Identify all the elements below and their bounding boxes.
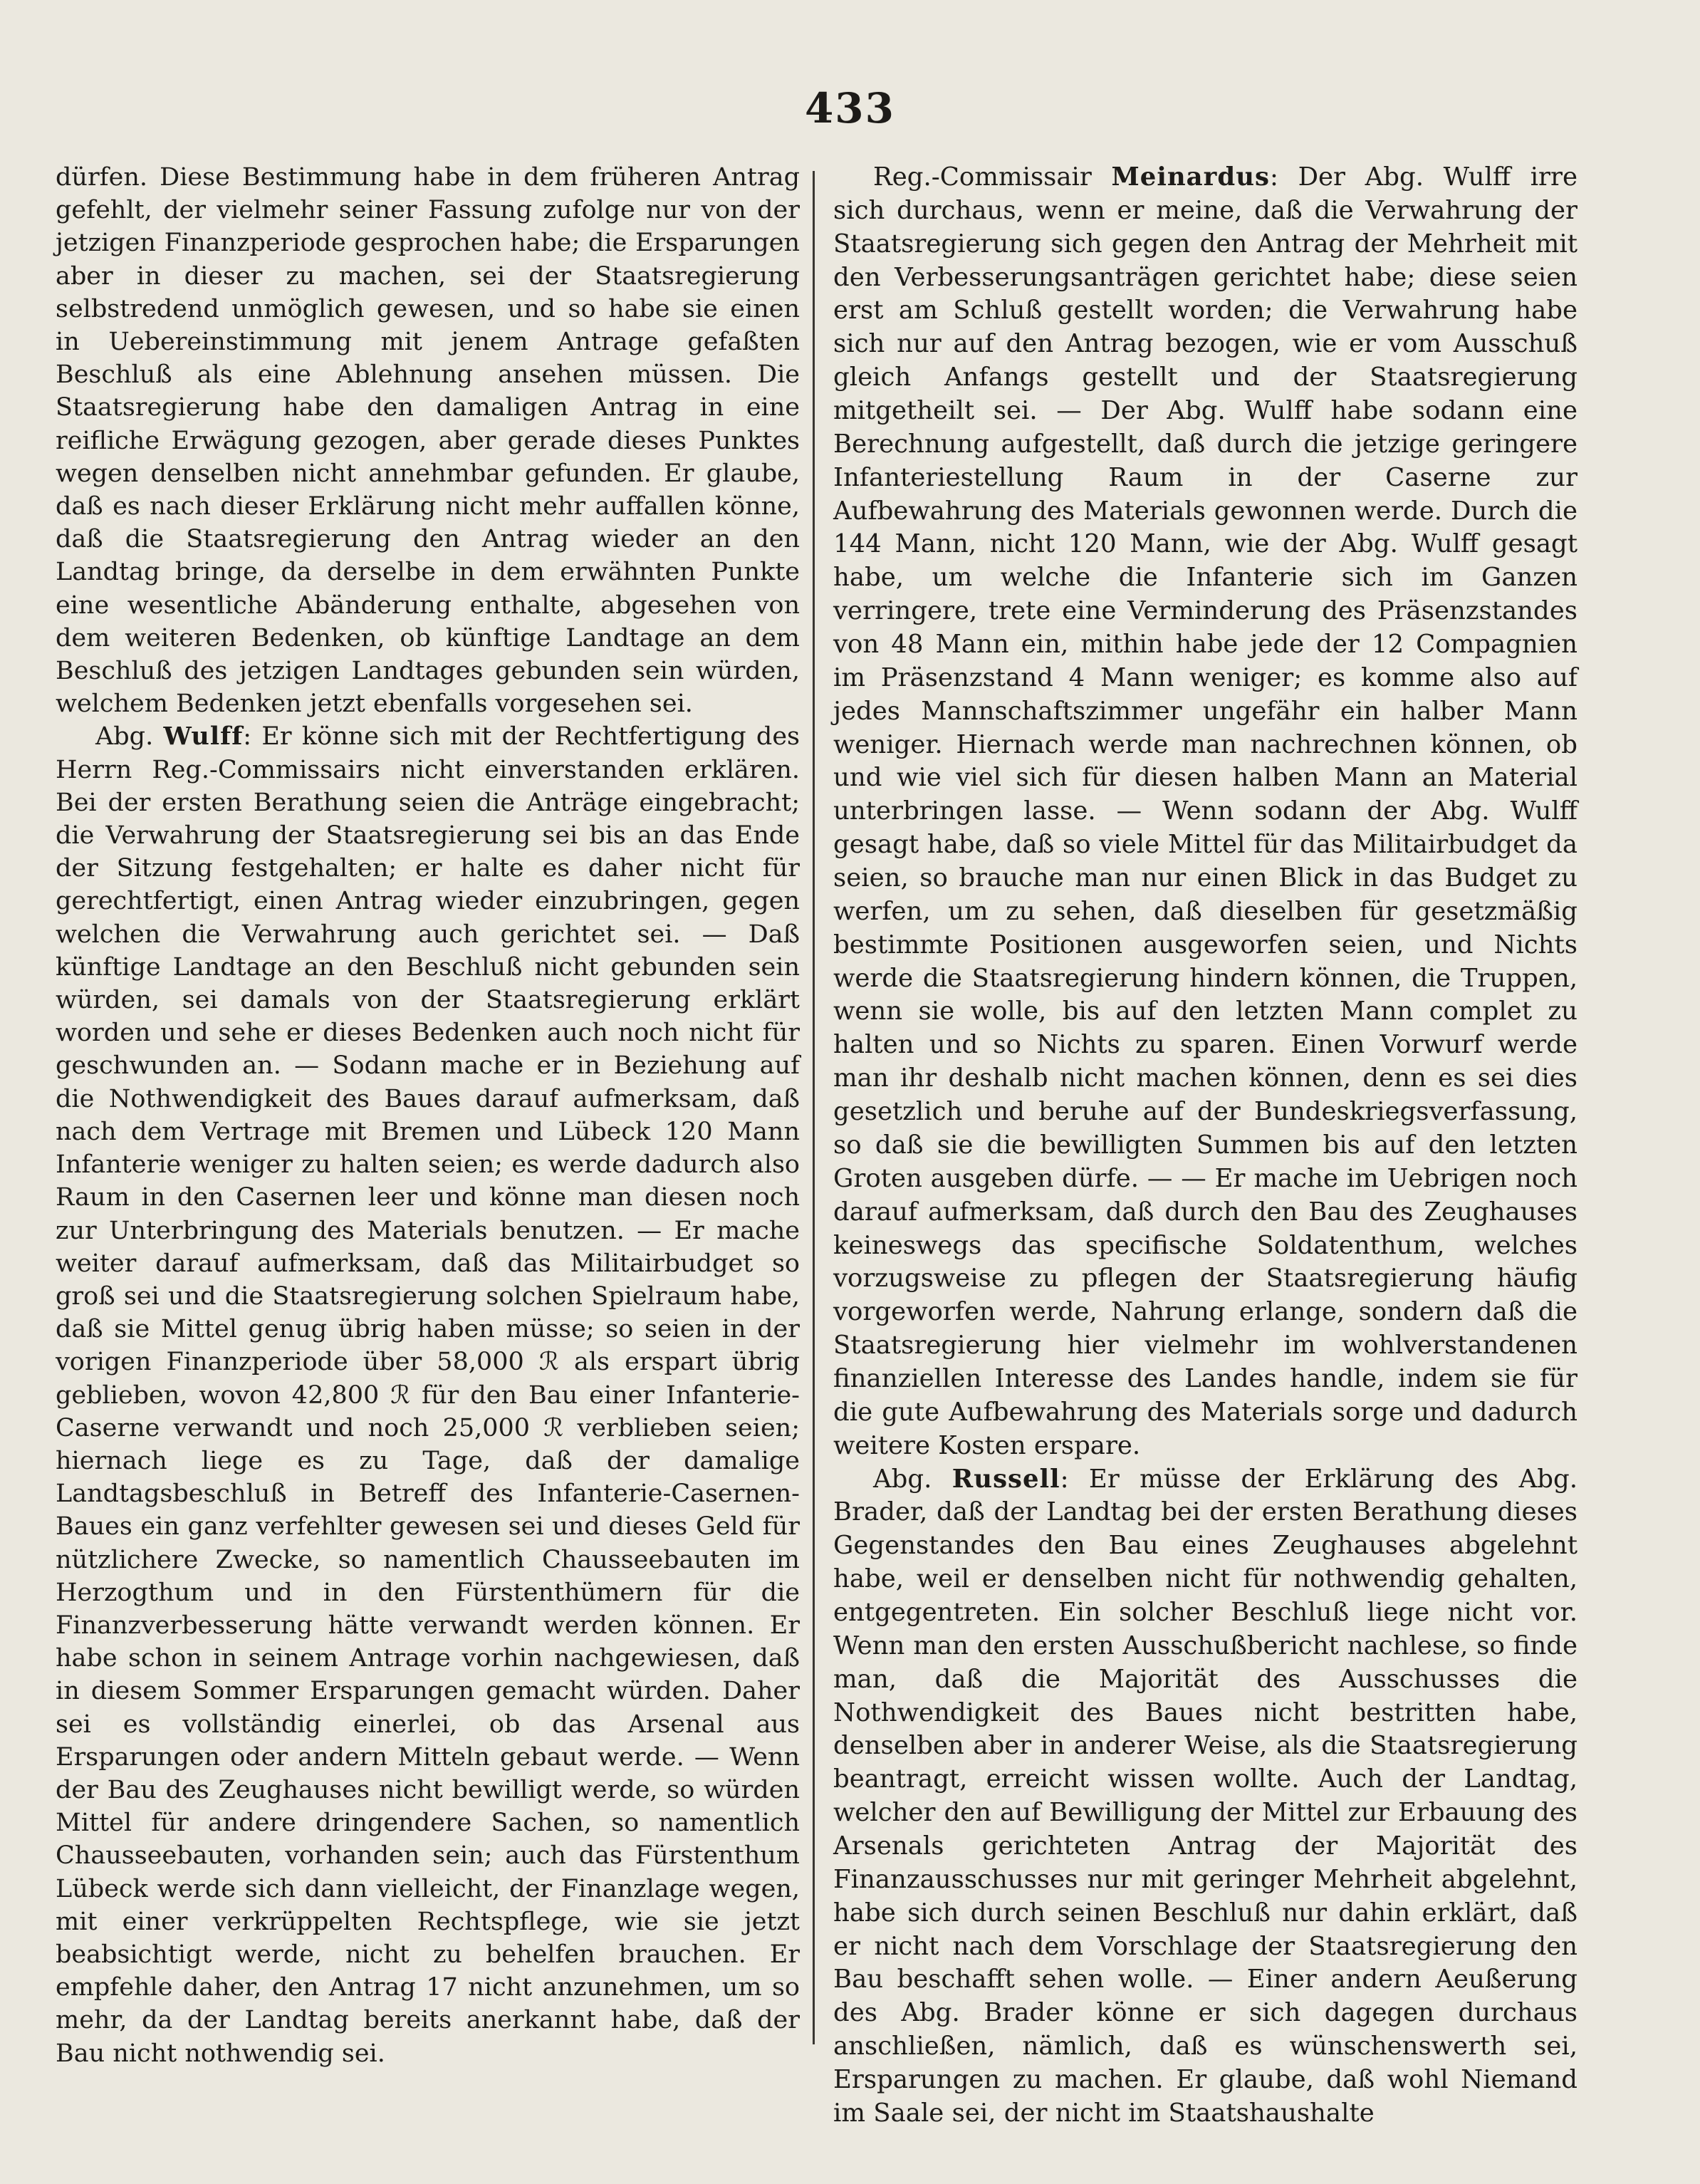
speaker-name-wulff: Wulff (163, 722, 244, 752)
speaker-title: Reg.-Commissair (873, 162, 1112, 192)
speaker-name-meinardus: Meinardus (1111, 162, 1271, 192)
speech-text: : Er könne sich mit der Rechtfertigung des Herrn Reg.-Commissairs nicht einverstanden erklären. Bei der ersten Berathung seien die Anträge eingebracht; die Verwahrung der Staatsregierung sei bis an das Ende der Sitzung festgehalten; er halte es daher nicht für gerechtfertigt, einen Antrag wieder einzubringen, gegen welchen die Verwahrung auch gerichtet sei. — Daß künftige Landtage an den Beschluß nicht gebunden sein würden, sei damals von der Staatsregierung erklärt worden und sehe er dieses Bedenken auch noch nicht für geschwunden an. — Sodann mache er in Beziehung auf die Nothwendigkeit des Baues darauf aufmerksam, daß nach dem Vertrage mit Bremen und Lübeck 120 Mann Infanterie weniger zu halten seien; es werde dadurch also Raum in den Casernen leer und könne man diesen noch zur Unterbringung des Materials benutzen. — Er mache weiter darauf aufmerksam, daß das Militairbudget so groß sei und die Staatsregierung solchen Spielraum habe, daß sie Mittel genug übrig haben müsse; so seien in der vorigen Finanzperiode über 58,000 ℛ als erspart übrig geblieben, wovon 42,800 ℛ für den Bau einer Infanterie-Caserne verwandt und noch 25,000 ℛ verblieben seien; hiernach liege es zu Tage, daß der damalige Landtagsbeschluß in Betreff des Infanterie-Casernen-Baues ein ganz verfehlter gewesen sei und dieses Geld für nützlichere Zwecke, so namentlich Chausseebauten im Herzogthum und in den Fürstenthümern für die Finanzverbesserung hätte verwandt werden können. Er habe schon in seinem Antrage vorhin nachgewiesen, daß in diesem Sommer Ersparungen gemacht würden. Daher sei es vollständig einerlei, ob das Arsenal aus Ersparungen oder andern Mitteln gebaut werde. — Wenn der Bau des Zeughauses nicht bewilligt werde, so würden Mittel für andere dringendere Sachen, so namentlich Chausseebauten, vorhanden sein; auch das Fürstenthum Lübeck werde sich dann vielleicht, der Finanzlage wegen, mit einer verkrüppelten Rechtspflege, wie sie jetzt beabsichtigt werde, nicht zu behelfen brauchen. Er empfehle daher, den Antrag 17 nicht anzunehmen, um so mehr, da der Landtag bereits anerkannt habe, daß der Bau nicht nothwendig sei. (56, 722, 800, 2068)
speaker-title: Abg. (95, 722, 164, 752)
speaker-name-russell: Russell (951, 1464, 1060, 1494)
column-divider (813, 171, 815, 2044)
right-paragraph-russell (833, 1463, 1578, 2131)
right-paragraph-meinardus (833, 161, 1578, 1463)
speech-text: : Er müsse der Erklärung des Abg. Brader, daß der Landtag bei der ersten Berathung dieses Gegenstandes den Bau eines Zeughauses abgelehnt habe, weil er denselben nicht für nothwendig gehalten, entgegentreten. Ein solcher Beschluß liege nicht vor. Wenn man den ersten Ausschußbericht nachlese, so finde man, daß die Majorität des Ausschusses die Nothwendigkeit des Baues nicht bestritten habe, denselben aber in anderer Weise, als die Staatsregierung beantragt, erreicht wissen wollte. Auch der Landtag, welcher den auf Bewilligung der Mittel zur Erbauung des Arsenals gerichteten Antrag der Majorität des Finanzausschusses nur mit geringer Mehrheit abgelehnt, habe sich durch seinen Beschluß nur dahin erklärt, daß er nicht nach dem Vorschlage der Staatsregierung den Bau beschafft sehen wolle. — Einer andern Aeußerung des Abg. Brader könne er sich dagegen durchaus anschließen, nämlich, daß es wünschenswerth sei, Ersparungen zu machen. Er glaube, daß wohl Niemand im Saale sei, der nicht im Staatshaushalte (833, 1464, 1578, 2128)
speech-text: : Der Abg. Wulff irre sich durchaus, wenn er meine, daß die Verwahrung der Staatsregierung sich gegen den Antrag der Mehrheit mit den Verbesserungsanträgen gerichtet habe; diese seien erst am Schluß gestellt worden; die Verwahrung habe sich nur auf den Antrag bezogen, wie er vom Ausschuß gleich Anfangs gestellt und der Staatsregierung mitgetheilt sei. — Der Abg. Wulff habe sodann eine Berechnung aufgestellt, daß durch die jetzige geringere Infanteriestellung Raum in der Caserne zur Aufbewahrung des Materials gewonnen werde. Durch die 144 Mann, nicht 120 Mann, wie der Abg. Wulff gesagt habe, um welche die Infanterie sich im Ganzen verringere, trete eine Verminderung des Präsenzstandes von 48 Mann ein, mithin habe jede der 12 Compagnien im Präsenzstand 4 Mann weniger; es komme also auf jedes Mannschaftszimmer ungefähr ein halber Mann weniger. Hiernach werde man nachrechnen können, ob und wie viel sich für diesen halben Mann an Material unterbringen lasse. — Wenn sodann der Abg. Wulff gesagt habe, daß so viele Mittel für das Militairbudget da seien, so brauche man nur einen Blick in das Budget zu werfen, um zu sehen, daß dieselben für gesetzmäßig bestimmte Positionen ausgeworfen seien, und Nichts werde die Staatsregierung hindern können, die Truppen, wenn sie wolle, bis auf den letzten Mann complet zu halten und so Nichts zu sparen. Einen Vorwurf werde man ihr deshalb nicht machen können, denn es sei dies gesetzlich und beruhe auf der Bundeskriegsverfassung, so daß sie die bewilligten Summen bis auf den letzten Groten ausgeben dürfe. — — Er mache im Uebrigen noch darauf aufmerksam, daß durch den Bau des Zeughauses keineswegs das specifische Soldatenthum, welches vorzugsweise zu pflegen der Staatsregierung häufig vorgeworfen werde, Nahrung erlange, sondern daß die Staatsregierung hier vielmehr im wohlverstandenen finanziellen Interesse des Landes handle, indem sie für die gute Aufbewahrung des Materials sorge und dadurch weitere Kosten erspare. (833, 162, 1578, 1460)
left-column (56, 161, 800, 2070)
speaker-title: Abg. (873, 1464, 952, 1494)
page-number: 433 (804, 84, 896, 132)
right-column (833, 161, 1578, 2131)
left-paragraph-continued: dürfen. Diese Bestimmung habe in dem früheren Antrag gefehlt, der vielmehr seiner Fassung zufolge nur von der jetzigen Finanzperiode gesprochen habe; die Ersparungen aber in dieser zu machen, sei der Staatsregierung selbstredend unmöglich gewesen, und so habe sie einen in Uebereinstimmung mit jenem Antrage gefaßten Beschluß als eine Ablehnung ansehen müssen. Die Staatsregierung habe den damaligen Antrag in eine reifliche Erwägung gezogen, aber gerade dieses Punktes wegen denselben nicht annehmbar gefunden. Er glaube, daß es nach dieser Erklärung nicht mehr auffallen könne, daß die Staatsregierung den Antrag wieder an den Landtag bringe, da derselbe in dem erwähnten Punkte eine wesentliche Abänderung enthalte, abgesehen von dem weiteren Bedenken, ob künftige Landtage an dem Beschluß des jetzigen Landtages gebunden sein würden, welchem Bedenken jetzt ebenfalls vorgesehen sei. (56, 163, 800, 719)
left-paragraph-wulff (56, 720, 800, 2069)
